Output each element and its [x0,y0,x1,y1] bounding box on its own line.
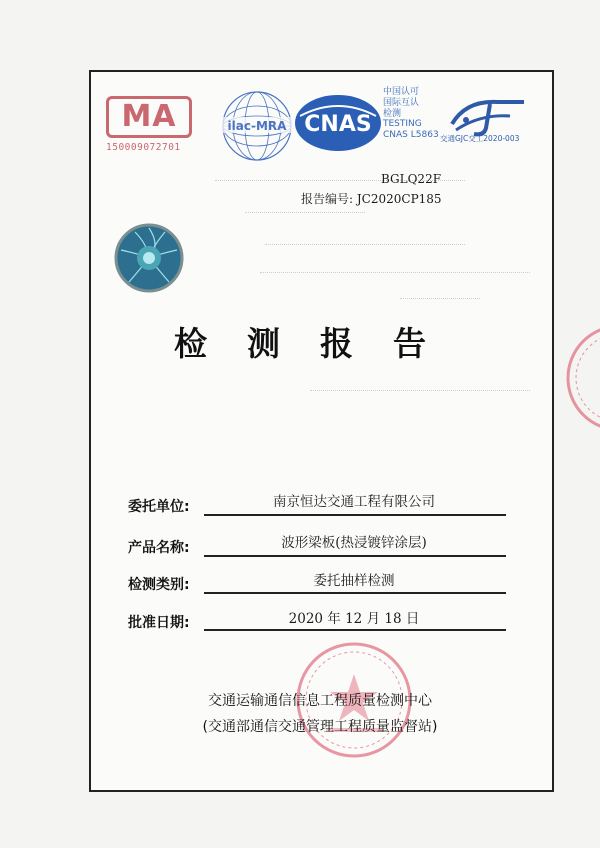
field-value-product: 波形梁板(热浸镀锌涂层) [281,535,427,551]
field-value-test-type: 委托抽样检测 [313,573,395,589]
report-number: 报告编号: JC2020CP185 [301,192,442,206]
ghost-line [245,212,365,213]
field-rule [204,629,506,631]
ilac-mra-logo [216,88,298,164]
field-value-client: 南京恒达交通工程有限公司 [273,494,435,510]
ghost-line [260,272,530,273]
anti-counterfeit-emblem [113,220,185,296]
cnas-line: 国际互认 [383,97,420,108]
ghost-line [400,298,480,299]
cnas-line: CNAS L5863 [383,130,439,141]
report-title: 检测报告 [174,324,466,363]
field-label-approval-date: 批准日期: [128,615,190,631]
ma-number: 150009072701 [106,142,181,153]
issuer-subtitle: (交通部通信交通管理工程质量监督站) [202,719,438,735]
ilac-mark: ilac-MRA [227,119,287,133]
field-value-approval-date: 2020 年 12 月 18 日 [288,611,420,627]
ghost-line [265,244,465,245]
cnas-line: TESTING [383,119,422,130]
ma-logo [106,96,198,158]
transport-qualification-caption: 交通GJC交工2020-003 [440,134,520,143]
field-rule [204,555,506,557]
cnas-line: 检测 [383,108,402,119]
field-label-client: 委托单位: [128,499,190,515]
field-rule [204,514,506,516]
cnas-line: 中国认可 [383,87,420,97]
edge-seal-stamp [560,325,600,431]
form-code: BGLQ22F [381,172,442,186]
issuer-name: 交通运输通信信息工程质量检测中心 [208,693,432,709]
field-label-product: 产品名称: [128,540,190,556]
ghost-line [310,390,530,391]
field-label-test-type: 检测类别: [128,577,190,593]
field-rule [204,592,506,594]
cnas-logo [292,92,384,154]
ma-mark: MA [106,96,192,138]
cnas-mark: CNAS [304,112,372,137]
